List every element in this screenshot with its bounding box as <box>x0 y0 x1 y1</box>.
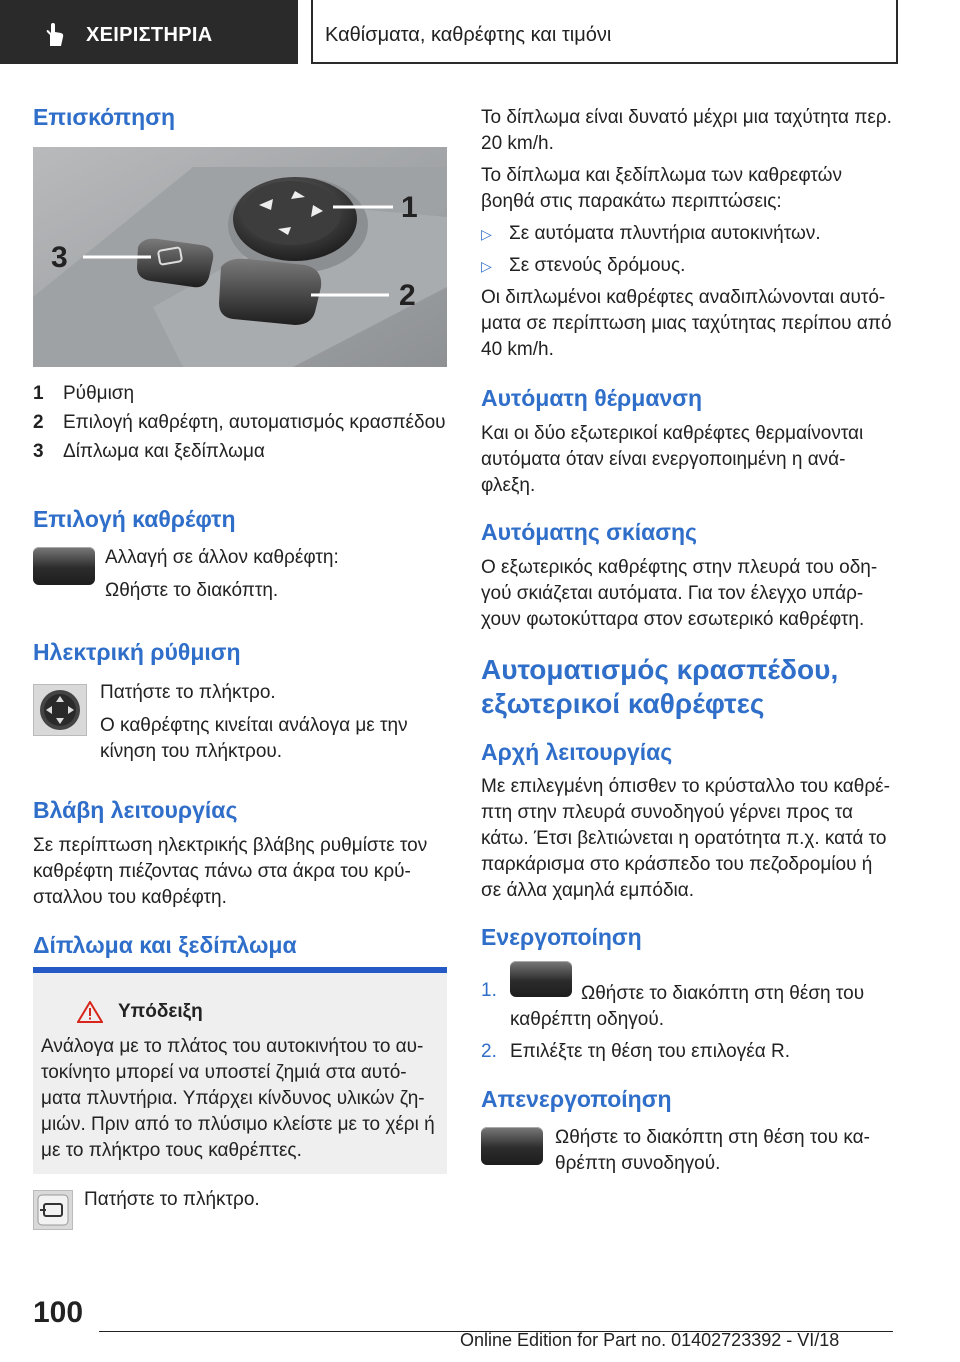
mirror-controls-illustration <box>33 147 447 367</box>
fault-heading: Βλάβη λειτουργίας <box>33 797 238 823</box>
header-section <box>0 0 298 64</box>
principle-line-2: πτη στην πλευρά συνοδηγού γέρνει προς τα <box>481 802 854 823</box>
autofold-line-2: ματα σε περίπτωση μιας ταχύτητας περίπου από <box>481 313 892 334</box>
note-line-4: μιών. Πριν από το πλύσιμο κλείστε με το χέρι ή <box>41 1114 435 1135</box>
note-title: Υπόδειξη <box>118 1001 203 1022</box>
heating-line-1: Και οι δύο εξωτερικοί καθρέφτες θερμαίνονται <box>481 423 864 444</box>
dimming-line-1: Ο εξωτερικός καθρέφτης στην πλευρά του οδη- <box>481 557 878 578</box>
step-number: 1. <box>481 980 497 1001</box>
fold-heading: Δίπλωμα και ξεδίπλωμα <box>33 932 297 958</box>
adjust-knob-icon <box>33 684 87 736</box>
callout-1: 1 <box>401 191 418 224</box>
hand-icon <box>42 22 68 48</box>
switch-driver-icon <box>510 961 572 997</box>
legend-item: 3 Δίπλωμα και ξεδίπλωμα <box>33 441 265 462</box>
mirror-controls-figure <box>33 147 447 367</box>
header-chapter <box>311 0 898 64</box>
callout-3: 3 <box>51 241 68 274</box>
deactivation-heading: Απενεργοποίηση <box>481 1086 672 1112</box>
heating-line-2: αυτόματα όταν είναι ενεργοποιημένη η ανά- <box>481 449 846 470</box>
electric-line-1: Πατήστε το πλήκτρο. <box>100 682 276 703</box>
dimming-line-2: γού σκιάζεται αυτόματα. Για τον έλεγχο υπάρ- <box>481 583 864 604</box>
select-line-1: Αλλαγή σε άλλον καθρέφτη: <box>105 547 339 568</box>
principle-line-4: παρκάρισμα στο κράσπεδο του πεζοδρομίου ή <box>481 854 873 875</box>
note-line-5: με το πλήκτρο τους καθρέπτες. <box>41 1140 302 1161</box>
principle-heading: Αρχή λειτουργίας <box>481 739 673 765</box>
electric-line-3: κίνηση του πλήκτρου. <box>100 741 283 762</box>
fault-line-2: καθρέφτη πιέζοντας πάνω στα άκρα του κρύ- <box>33 861 411 882</box>
switch-passenger-icon <box>481 1127 543 1165</box>
select-line-2: Ωθήστε το διακόπτη. <box>105 580 279 601</box>
dimming-heading: Αυτόματης σκίασης <box>481 519 698 545</box>
warning-note <box>33 967 447 1174</box>
bullet-icon: ▷ <box>481 258 492 274</box>
legend-item: 1 Ρύθμιση <box>33 383 135 404</box>
activation-heading: Ενεργοποίηση <box>481 924 642 950</box>
list-item: ▷ Σε αυτόματα πλυντήρια αυτοκινήτων. <box>481 223 821 244</box>
step-1-line-1: Ωθήστε το διακόπτη στη θέση του <box>581 983 865 1004</box>
autofold-line-3: 40 km/h. <box>481 339 554 360</box>
fault-line-1: Σε περίπτωση ηλεκτρικής βλάβης ρυθμίστε τον <box>33 835 428 856</box>
callout-2: 2 <box>399 279 416 312</box>
intro-line-3: Το δίπλωμα και ξεδίπλωμα των καθρεφτών <box>481 165 842 186</box>
fault-line-3: σταλλου του καθρέφτη. <box>33 887 227 908</box>
step-2-line-1: Επιλέξτε τη θέση του επιλογέα R. <box>510 1041 790 1062</box>
figure-legend <box>33 380 453 467</box>
deactivation-line-1: Ωθήστε το διακόπτη στη θέση του κα- <box>555 1127 870 1148</box>
warning-triangle-icon <box>77 1001 103 1023</box>
chapter-title: Καθίσματα, καθρέφτης και τιμόνι <box>325 24 612 46</box>
mirror-select-switch-icon <box>33 547 95 585</box>
heating-heading: Αυτόματη θέρμανση <box>481 385 703 411</box>
note-line-1: Ανάλογα με το πλάτος του αυτοκινήτου το αυ- <box>41 1036 424 1057</box>
legend-item: 2 Επιλογή καθρέφτη, αυτοματισμός κρασπέδου <box>33 412 446 433</box>
section-title: ΧΕΙΡΙΣΤΗΡΙΑ <box>86 24 213 46</box>
electric-line-2: Ο καθρέφτης κινείται ανάλογα με την <box>100 715 408 736</box>
principle-line-5: σε άλλα χαμηλά εμπόδια. <box>481 880 695 901</box>
intro-line-1: Το δίπλωμα είναι δυνατό μέχρι μια ταχύτητα περ. <box>481 107 892 128</box>
dimming-line-3: χουν φωτοκύτταρα στον εσωτερικό καθρέφτη. <box>481 609 865 630</box>
step-1-line-2: καθρέπτη οδηγού. <box>510 1009 665 1030</box>
electric-adjust-heading: Ηλεκτρική ρύθμιση <box>33 639 241 665</box>
bullet-icon: ▷ <box>481 226 492 242</box>
fold-button-icon <box>33 1190 73 1230</box>
deactivation-line-2: θρέπτη συνοδηγού. <box>555 1153 721 1174</box>
note-line-2: τοκίνητο μπορεί να υποστεί ζημιά στα αυτό- <box>41 1062 407 1083</box>
overview-heading: Επισκόπηση <box>33 104 175 130</box>
fold-press-text: Πατήστε το πλήκτρο. <box>84 1189 260 1210</box>
list-item: ▷ Σε στενούς δρόμους. <box>481 255 686 276</box>
page-number: 100 <box>33 1296 84 1329</box>
step-number: 2. <box>481 1041 497 1062</box>
principle-line-3: κάτω. Έτσι βελτιώνεται η ορατότητα π.χ. κατά το <box>481 828 887 849</box>
principle-line-1: Με επιλεγμένη όπισθεν το κρύσταλλο του καθρέ- <box>481 776 890 797</box>
curb-heading-line-1: Αυτοματισμός κρασπέδου, <box>481 654 839 685</box>
intro-line-2: 20 km/h. <box>481 133 554 154</box>
intro-line-4: βοηθά στις παρακάτω περιπτώσεις: <box>481 191 782 212</box>
autofold-line-1: Οι διπλωμένοι καθρέφτες αναδιπλώνονται αυτό- <box>481 287 886 308</box>
footer-edition: Online Edition for Part no. 01402723392 - VI/18 <box>460 1330 840 1350</box>
select-mirror-heading: Επιλογή καθρέφτη <box>33 506 236 532</box>
heating-line-3: φλεξη. <box>481 475 536 496</box>
curb-heading-line-2: εξωτερικοί καθρέφτες <box>481 688 765 719</box>
note-line-3: ματα πλυντήρια. Υπάρχει κίνδυνος υλικών ζη- <box>41 1088 425 1109</box>
